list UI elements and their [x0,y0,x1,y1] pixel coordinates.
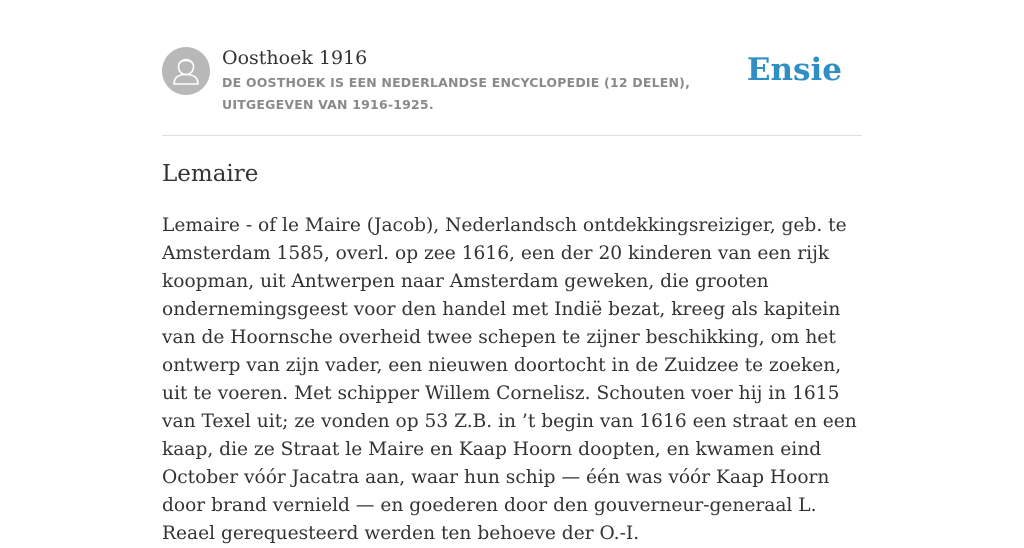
header-divider [162,135,862,136]
source-description: DE OOSTHOEK IS EEN NEDERLANDSE ENCYCLOPEDIE (12 DELEN), UITGEGEVEN VAN 1916-1925. [222,75,691,112]
source-avatar[interactable] [162,47,210,95]
source-name[interactable]: Oosthoek 1916 [222,47,368,69]
entry-body: Lemaire - of le Maire (Jacob), Nederlandsch ontdekkingsreiziger, geb. te Amsterdam 1585, overl. op zee 1616, een der 20 kinderen van een rijk koopman, uit Antwerpen naar Amsterdam geweken, die grooten ondernemingsgeest voor den handel met Indië bezat, kreeg als kapitein van de Hoornsche overheid twee schepen te zijner beschikking, om het ontwerp van zijn vader, een nieuwen doortocht in de Zuidzee te zoeken, uit te voeren. Met schipper Willem Cornelisz. Schouten voer hij in 1615 van Texel uit; ze vonden op 53 Z.B. in ’t begin van 1616 een straat en een kaap, die ze Straat le Maire en Kaap Hoorn doopten, en kwamen eind October vóór Jacatra aan, waar hun schip — één was vóór Kaap Hoorn door brand vernield — en goederen door den gouverneur-generaal L. Reael gerequesteerd werden ten behoeve der O.-I. [162,215,857,544]
entry-title: Lemaire [162,161,259,187]
ensie-logo[interactable]: Ensie [746,52,842,88]
user-silhouette-icon [162,47,210,95]
source-header [162,46,862,116]
